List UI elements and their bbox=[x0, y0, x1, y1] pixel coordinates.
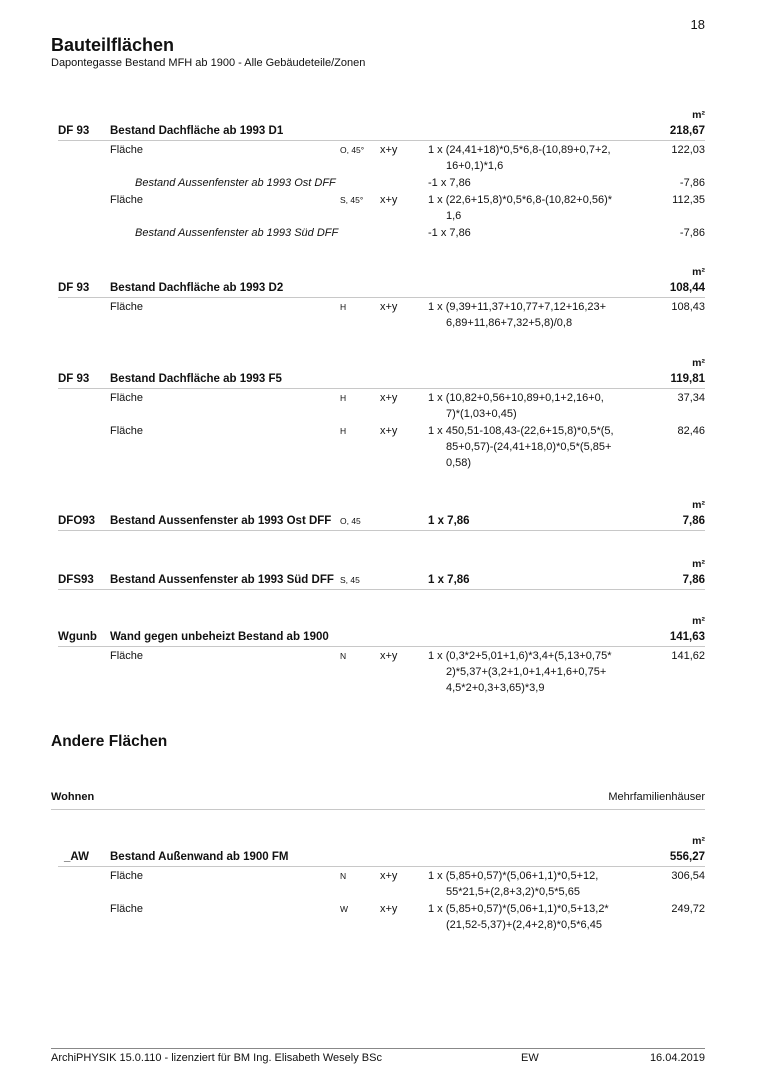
row-formula: -1 x 7,86 bbox=[428, 177, 471, 189]
row-value: 141,62 bbox=[671, 650, 705, 662]
row-formula-cont: 2)*5,37+(3,2+1,0+1,4+1,6+0,75+ bbox=[446, 666, 607, 678]
row-xy: x+y bbox=[380, 903, 398, 915]
row-value: 249,72 bbox=[671, 903, 705, 915]
group-orientation bbox=[340, 848, 380, 866]
row-name: Bestand Aussenfenster ab 1993 Ost DFF bbox=[135, 177, 336, 189]
group-formula bbox=[428, 628, 631, 646]
category-left: Wohnen bbox=[51, 791, 95, 803]
group-total: 119,81 bbox=[670, 373, 705, 385]
group-name: Bestand Aussenfenster ab 1993 Ost DFF bbox=[110, 515, 332, 527]
row-formula: -1 x 7,86 bbox=[428, 227, 471, 239]
unit-label: m² bbox=[692, 357, 705, 369]
row-name: Fläche bbox=[110, 144, 144, 156]
row-name: Bestand Aussenfenster ab 1993 Süd DFF bbox=[135, 227, 339, 239]
table-row bbox=[58, 901, 705, 933]
row-formula: 1 x (5,85+0,57)*(5,06+1,1)*0,5+13,2* bbox=[428, 903, 609, 915]
row-orientation: H bbox=[340, 302, 347, 312]
table-row bbox=[58, 299, 705, 331]
row-formula: 1 x (9,39+11,37+10,77+7,12+16,23+ bbox=[428, 301, 607, 313]
row-xy: x+y bbox=[380, 392, 398, 404]
page-number: 18 bbox=[690, 17, 705, 32]
row-xy: x+y bbox=[380, 650, 398, 662]
table-row bbox=[58, 142, 705, 174]
group-code: _AW bbox=[64, 851, 89, 863]
group-formula bbox=[428, 848, 631, 866]
table-row bbox=[58, 390, 705, 422]
area-group bbox=[58, 614, 705, 696]
row-formula: 1 x (22,6+15,8)*0,5*6,8-(10,82+0,56)* bbox=[428, 194, 613, 206]
unit-label: m² bbox=[692, 558, 705, 570]
unit-label: m² bbox=[692, 615, 705, 627]
group-name: Bestand Dachfläche ab 1993 D1 bbox=[110, 125, 284, 137]
row-orientation: H bbox=[340, 426, 347, 436]
row-name: Fläche bbox=[110, 301, 144, 313]
row-value: 306,54 bbox=[671, 870, 705, 882]
row-orientation: N bbox=[340, 651, 347, 661]
row-formula-cont: 16+0,1)*1,6 bbox=[446, 160, 504, 172]
row-formula-cont: 6,89+11,86+7,32+5,8)/0,8 bbox=[446, 317, 573, 329]
row-formula-cont: 7)*(1,03+0,45) bbox=[446, 408, 517, 420]
row-name: Fläche bbox=[110, 870, 144, 882]
row-formula: 1 x (24,41+18)*0,5*6,8-(10,89+0,7+2, bbox=[428, 144, 611, 156]
table-row bbox=[58, 175, 705, 191]
group-total: 7,86 bbox=[682, 574, 705, 586]
group-formula: 1 x 7,86 bbox=[428, 515, 470, 527]
row-value: -7,86 bbox=[679, 177, 705, 189]
row-value: 82,46 bbox=[677, 425, 705, 437]
table-row bbox=[58, 192, 705, 224]
row-xy: x+y bbox=[380, 425, 398, 437]
row-formula-cont: 4,5*2+0,3+3,65)*3,9 bbox=[446, 682, 545, 694]
row-value: -7,86 bbox=[679, 227, 705, 239]
row-name: Fläche bbox=[110, 425, 144, 437]
row-orientation: O, 45° bbox=[340, 145, 365, 155]
table-row bbox=[58, 423, 705, 471]
row-name: Fläche bbox=[110, 392, 144, 404]
group-formula bbox=[428, 370, 631, 388]
group-total: 218,67 bbox=[669, 125, 705, 137]
category-bar bbox=[51, 791, 705, 810]
group-code: Wgunb bbox=[58, 631, 97, 643]
row-name: Fläche bbox=[110, 650, 144, 662]
row-xy: x+y bbox=[380, 194, 398, 206]
row-formula-cont: 1,6 bbox=[446, 210, 462, 222]
row-orientation: H bbox=[340, 393, 347, 403]
group-name: Bestand Dachfläche ab 1993 F5 bbox=[110, 373, 282, 385]
row-formula-cont: 55*21,5+(2,8+3,2)*0,5*5,65 bbox=[446, 886, 580, 898]
group-name: Wand gegen unbeheizt Bestand ab 1900 bbox=[110, 631, 329, 643]
row-formula-cont: (21,52-5,37)+(2,4+2,8)*0,5*6,45 bbox=[446, 919, 602, 931]
area-group bbox=[58, 356, 705, 471]
row-formula-cont: 0,58) bbox=[446, 457, 472, 469]
group-total: 141,63 bbox=[669, 631, 705, 643]
row-name: Fläche bbox=[110, 903, 144, 915]
row-xy: x+y bbox=[380, 144, 398, 156]
group-code: DF 93 bbox=[58, 373, 90, 385]
section-heading: Andere Flächen bbox=[51, 733, 168, 750]
group-orientation: O, 45 bbox=[340, 516, 361, 526]
group-code: DF 93 bbox=[58, 282, 90, 294]
row-orientation: W bbox=[340, 904, 349, 914]
row-formula: 1 x (0,3*2+5,01+1,6)*3,4+(5,13+0,75* bbox=[428, 650, 612, 662]
row-formula: 1 x (5,85+0,57)*(5,06+1,1)*0,5+12, bbox=[428, 870, 599, 882]
group-orientation bbox=[340, 279, 380, 297]
row-value: 37,34 bbox=[677, 392, 705, 404]
document-title: Bauteilflächen bbox=[51, 35, 175, 55]
group-formula: 1 x 7,86 bbox=[428, 574, 470, 586]
area-group bbox=[58, 108, 705, 241]
group-formula bbox=[428, 279, 631, 297]
group-code: DF 93 bbox=[58, 125, 90, 137]
row-formula: 1 x (10,82+0,56+10,89+0,1+2,16+0, bbox=[428, 392, 604, 404]
unit-label: m² bbox=[692, 835, 705, 847]
group-orientation bbox=[340, 370, 380, 388]
row-xy: x+y bbox=[380, 301, 398, 313]
footer-initials: EW bbox=[521, 1052, 539, 1064]
document-subtitle: Dapontegasse Bestand MFH ab 1900 - Alle Gebäudeteile/Zonen bbox=[51, 57, 366, 69]
group-orientation bbox=[340, 122, 380, 140]
area-group bbox=[58, 834, 705, 933]
group-total: 108,44 bbox=[669, 282, 705, 294]
page-footer bbox=[51, 1048, 705, 1064]
group-total: 556,27 bbox=[669, 851, 705, 863]
row-xy: x+y bbox=[380, 870, 398, 882]
table-row bbox=[58, 225, 705, 241]
group-total: 7,86 bbox=[682, 515, 705, 527]
group-orientation: S, 45 bbox=[340, 575, 360, 585]
row-value: 122,03 bbox=[671, 144, 705, 156]
row-formula-cont: 85+0,57)-(24,41+18,0)*0,5*(5,85+ bbox=[446, 441, 612, 453]
category-right: Mehrfamilienhäuser bbox=[608, 791, 705, 803]
group-code: DFO93 bbox=[58, 515, 96, 527]
table-row bbox=[58, 868, 705, 900]
unit-label: m² bbox=[692, 266, 705, 278]
group-formula bbox=[428, 122, 631, 140]
row-formula: 1 x 450,51-108,43-(22,6+15,8)*0,5*(5, bbox=[428, 425, 614, 437]
unit-label: m² bbox=[692, 499, 705, 511]
group-code: DFS93 bbox=[58, 574, 94, 586]
row-name: Fläche bbox=[110, 194, 144, 206]
area-group bbox=[58, 498, 705, 531]
group-name: Bestand Aussenfenster ab 1993 Süd DFF bbox=[110, 574, 334, 586]
area-group bbox=[58, 557, 705, 590]
row-value: 112,35 bbox=[672, 194, 705, 206]
unit-label: m² bbox=[692, 109, 705, 121]
footer-software: ArchiPHYSIK 15.0.110 - lizenziert für BM Ing. Elisabeth Wesely BSc bbox=[51, 1052, 382, 1064]
table-row bbox=[58, 648, 705, 696]
area-group bbox=[58, 265, 705, 331]
group-orientation bbox=[340, 628, 380, 646]
row-orientation: N bbox=[340, 871, 347, 881]
row-orientation: S, 45° bbox=[340, 195, 364, 205]
footer-date: 16.04.2019 bbox=[649, 1052, 705, 1064]
group-name: Bestand Dachfläche ab 1993 D2 bbox=[110, 282, 284, 294]
row-value: 108,43 bbox=[671, 301, 705, 313]
group-name: Bestand Außenwand ab 1900 FM bbox=[110, 851, 289, 863]
